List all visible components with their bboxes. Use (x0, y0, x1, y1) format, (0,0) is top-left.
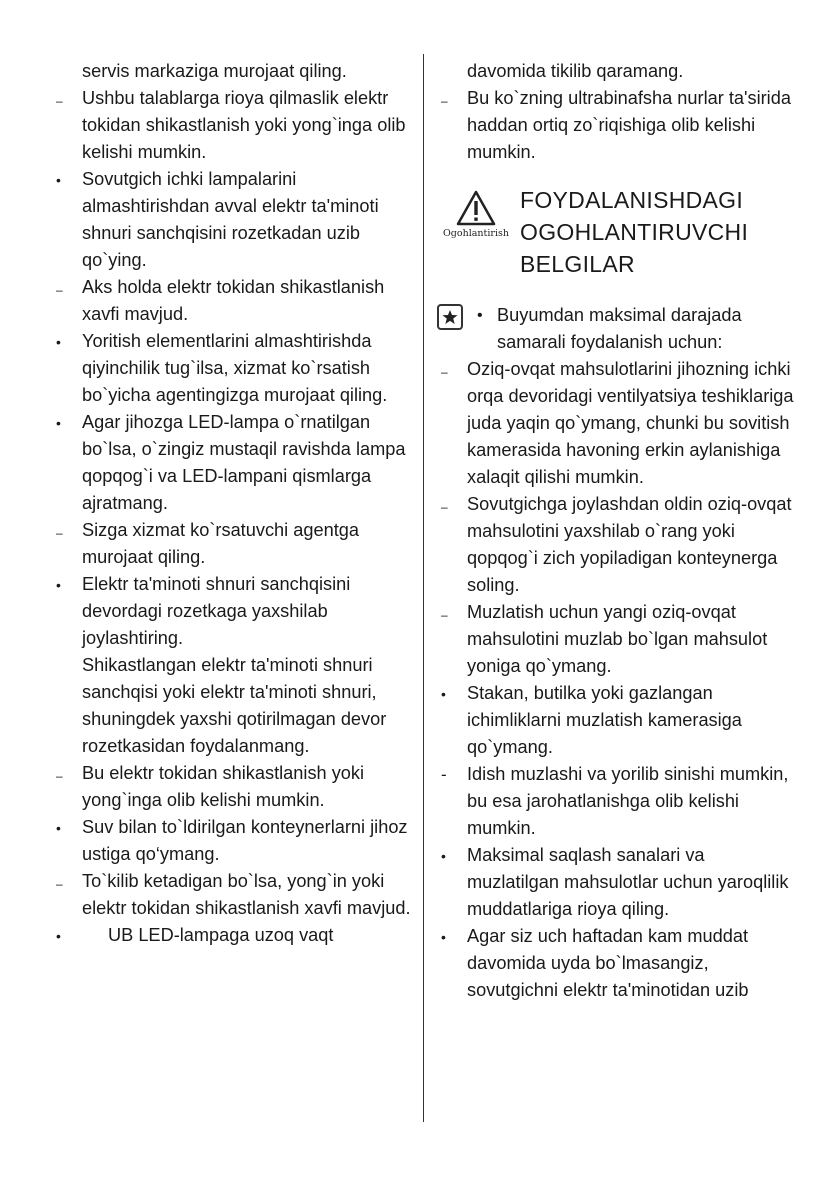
section-title: FOYDALANISHDAGI OGOHLANTIRUVCHI BELGILAR (520, 187, 749, 277)
list-item: Shikastlangan elektr ta'minoti shnuri sanchqisi yoki elektr ta'minoti shnuri, shuningdek yaxshi qotirilmagan devor rozetkasidan foydalanmang. (82, 655, 387, 756)
list-item: • UB LED-lampaga uzoq vaqt (56, 925, 334, 945)
warning-triangle-icon (456, 190, 496, 226)
tip-text: • Buyumdan maksimal darajada samarali foydalanish uchun: (477, 305, 742, 352)
list-item: • Yoritish elementlarini almashtirishda qiyinchilik tug`ilsa, xizmat ko`rsatish bo`yicha agentingizga murojaat qiling. (56, 331, 388, 405)
list-item: • Maksimal saqlash sanalari va muzlatilgan mahsulotlar uchun yaroqlilik muddatlariga rioya qiling. (441, 845, 789, 919)
warning-icon-caption: Ogohlantirish (443, 228, 509, 239)
list-item: • Suv bilan to`ldirilgan konteynerlarni jihoz ustiga qo‘ymang. (56, 817, 408, 864)
tip-row (437, 302, 797, 356)
list-item: – Oziq-ovqat mahsulotlarini jihozning ichki orqa devoridagi ventilyatsiya teshiklariga juda yaqin qo`ymang, chunki bu sovitish kamerasida havoning erkin aylanishiga xalaqit qilishi mumkin. (441, 359, 794, 487)
list-item: – Ushbu talablarga rioya qilmaslik elektr tokidan shikastlanish yoki yong`inga olib kelishi mumkin. (56, 88, 406, 162)
list-item: • Sovutgich ichki lampalarini almashtirishdan avval elektr ta'minoti shnuri sanchqisini rozetkadan uzib qo`ying. (56, 169, 379, 270)
right-column (437, 58, 797, 1004)
column-divider (423, 54, 424, 1122)
list-item: – Sizga xizmat ko`rsatuvchi agentga murojaat qiling. (56, 520, 359, 567)
list-item: – Sovutgichga joylashdan oldin oziq-ovqat mahsulotini yaxshilab o`rang yoki qopqog`i zich yopiladigan konteynerga soling. (441, 494, 792, 595)
left-column (52, 58, 412, 949)
warning-icon (437, 190, 515, 239)
list-item: – Bu elektr tokidan shikastlanish yoki yong`inga olib kelishi mumkin. (56, 763, 365, 810)
list-item: • Agar siz uch haftadan kam muddat davomida uyda bo`lmasangiz, sovutgichni elektr ta'minotidan uzib (441, 926, 749, 1000)
list-item: servis markaziga murojaat qiling. (82, 61, 347, 81)
list-item: • Stakan, butilka yoki gazlangan ichimliklarni muzlatish kamerasiga qo`ymang. (441, 683, 742, 757)
list-item: – Muzlatish uchun yangi oziq-ovqat mahsulotini muzlab bo`lgan mahsulot yoniga qo`ymang. (441, 602, 768, 676)
list-item: – Aks holda elektr tokidan shikastlanish xavfi mavjud. (56, 277, 385, 324)
list-item: davomida tikilib qaramang. (467, 61, 684, 81)
list-item: - Idish muzlashi va yorilib sinishi mumkin, bu esa jarohatlanishga olib kelishi mumkin. (441, 764, 789, 838)
list-item: – Bu ko`zning ultrabinafsha nurlar ta'sirida haddan ortiq zo`riqishiga olib kelishi mumkin. (441, 88, 791, 162)
list-item: • Elektr ta'minoti shnuri sanchqisini devordagi rozetkaga yaxshilab joylashtiring. (56, 574, 351, 648)
star-icon (437, 304, 463, 330)
warning-section (437, 184, 797, 302)
list-item: – To`kilib ketadigan bo`lsa, yong`in yoki elektr tokidan shikastlanish xavfi mavjud. (56, 871, 411, 918)
list-item: • Agar jihozga LED-lampa o`rnatilgan bo`lsa, o`zingiz mustaqil ravishda lampa qopqog`i va LED-lampani qismlarga ajratmang. (56, 412, 406, 513)
